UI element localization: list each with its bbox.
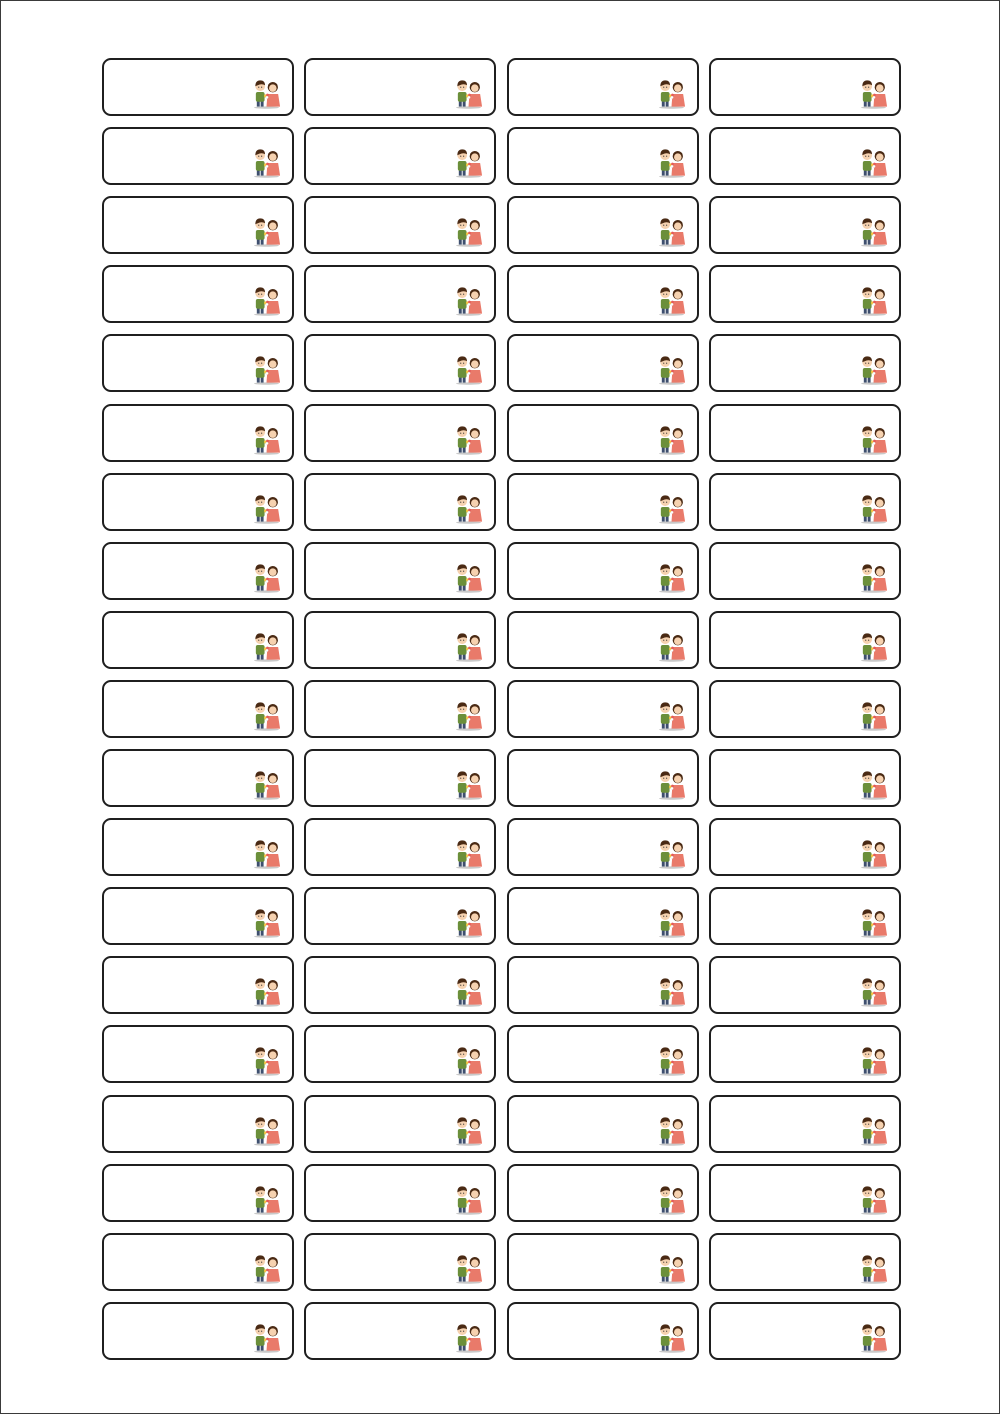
label-cell bbox=[507, 127, 699, 185]
label-cell bbox=[102, 749, 294, 807]
label-cell bbox=[304, 404, 496, 462]
couple-icon bbox=[453, 1183, 484, 1215]
couple-icon bbox=[453, 353, 484, 385]
couple-icon bbox=[656, 1114, 687, 1146]
label-cell bbox=[507, 265, 699, 323]
label-cell bbox=[507, 334, 699, 392]
label-cell bbox=[709, 680, 901, 738]
couple-icon bbox=[656, 284, 687, 316]
couple-icon bbox=[251, 215, 282, 247]
couple-icon bbox=[656, 77, 687, 109]
couple-icon bbox=[251, 284, 282, 316]
label-cell bbox=[102, 334, 294, 392]
couple-icon bbox=[858, 1321, 889, 1353]
label-cell bbox=[304, 680, 496, 738]
couple-icon bbox=[656, 492, 687, 524]
couple-icon bbox=[453, 1252, 484, 1284]
label-cell bbox=[709, 542, 901, 600]
label-cell bbox=[304, 542, 496, 600]
couple-icon bbox=[656, 1044, 687, 1076]
label-cell bbox=[507, 1302, 699, 1360]
label-cell bbox=[507, 1233, 699, 1291]
couple-icon bbox=[656, 1321, 687, 1353]
label-cell bbox=[304, 1095, 496, 1153]
couple-icon bbox=[656, 768, 687, 800]
label-cell bbox=[102, 818, 294, 876]
couple-icon bbox=[453, 1321, 484, 1353]
label-cell bbox=[102, 196, 294, 254]
couple-icon bbox=[453, 699, 484, 731]
couple-icon bbox=[656, 561, 687, 593]
label-cell bbox=[507, 1025, 699, 1083]
couple-icon bbox=[858, 423, 889, 455]
couple-icon bbox=[453, 837, 484, 869]
couple-icon bbox=[656, 1183, 687, 1215]
label-cell bbox=[102, 542, 294, 600]
label-cell bbox=[709, 1025, 901, 1083]
label-cell bbox=[507, 887, 699, 945]
couple-icon bbox=[858, 492, 889, 524]
couple-icon bbox=[858, 768, 889, 800]
couple-icon bbox=[251, 768, 282, 800]
couple-icon bbox=[858, 146, 889, 178]
couple-icon bbox=[858, 215, 889, 247]
couple-icon bbox=[453, 423, 484, 455]
couple-icon bbox=[656, 215, 687, 247]
label-cell bbox=[102, 473, 294, 531]
label-cell bbox=[709, 58, 901, 116]
label-cell bbox=[102, 1233, 294, 1291]
couple-icon bbox=[858, 1183, 889, 1215]
label-cell bbox=[709, 265, 901, 323]
couple-icon bbox=[251, 146, 282, 178]
label-cell bbox=[304, 1233, 496, 1291]
label-cell bbox=[507, 196, 699, 254]
label-cell bbox=[304, 334, 496, 392]
couple-icon bbox=[453, 77, 484, 109]
label-cell bbox=[304, 1302, 496, 1360]
label-cell bbox=[507, 818, 699, 876]
label-cell bbox=[709, 473, 901, 531]
label-cell bbox=[102, 265, 294, 323]
label-cell bbox=[102, 887, 294, 945]
couple-icon bbox=[656, 699, 687, 731]
label-cell bbox=[102, 1025, 294, 1083]
couple-icon bbox=[251, 561, 282, 593]
couple-icon bbox=[453, 906, 484, 938]
label-cell bbox=[102, 611, 294, 669]
couple-icon bbox=[858, 837, 889, 869]
couple-icon bbox=[453, 284, 484, 316]
label-cell bbox=[709, 404, 901, 462]
label-cell bbox=[304, 1164, 496, 1222]
couple-icon bbox=[858, 77, 889, 109]
couple-icon bbox=[251, 1044, 282, 1076]
couple-icon bbox=[453, 146, 484, 178]
couple-icon bbox=[251, 1114, 282, 1146]
label-cell bbox=[709, 956, 901, 1014]
couple-icon bbox=[858, 561, 889, 593]
couple-icon bbox=[858, 353, 889, 385]
label-cell bbox=[507, 542, 699, 600]
couple-icon bbox=[453, 561, 484, 593]
label-cell bbox=[304, 473, 496, 531]
couple-icon bbox=[251, 837, 282, 869]
couple-icon bbox=[453, 1044, 484, 1076]
label-cell bbox=[304, 127, 496, 185]
label-cell bbox=[304, 611, 496, 669]
label-cell bbox=[304, 58, 496, 116]
label-cell bbox=[709, 1233, 901, 1291]
couple-icon bbox=[656, 975, 687, 1007]
couple-icon bbox=[251, 353, 282, 385]
label-cell bbox=[709, 1302, 901, 1360]
label-cell bbox=[102, 1095, 294, 1153]
label-cell bbox=[709, 887, 901, 945]
couple-icon bbox=[453, 768, 484, 800]
label-cell bbox=[102, 956, 294, 1014]
label-cell bbox=[709, 334, 901, 392]
couple-icon bbox=[251, 699, 282, 731]
couple-icon bbox=[858, 284, 889, 316]
couple-icon bbox=[453, 1114, 484, 1146]
couple-icon bbox=[858, 975, 889, 1007]
couple-icon bbox=[453, 630, 484, 662]
couple-icon bbox=[656, 837, 687, 869]
label-cell bbox=[507, 611, 699, 669]
couple-icon bbox=[656, 906, 687, 938]
couple-icon bbox=[656, 630, 687, 662]
label-cell bbox=[102, 1164, 294, 1222]
label-cell bbox=[709, 1164, 901, 1222]
label-cell bbox=[507, 404, 699, 462]
couple-icon bbox=[251, 492, 282, 524]
label-cell bbox=[102, 680, 294, 738]
couple-icon bbox=[656, 423, 687, 455]
label-cell bbox=[102, 58, 294, 116]
couple-icon bbox=[251, 975, 282, 1007]
label-cell bbox=[709, 611, 901, 669]
label-cell bbox=[304, 887, 496, 945]
label-cell bbox=[507, 1095, 699, 1153]
label-cell bbox=[709, 1095, 901, 1153]
couple-icon bbox=[453, 215, 484, 247]
label-cell bbox=[102, 127, 294, 185]
couple-icon bbox=[251, 77, 282, 109]
couple-icon bbox=[656, 1252, 687, 1284]
label-cell bbox=[507, 749, 699, 807]
couple-icon bbox=[453, 492, 484, 524]
label-cell bbox=[709, 818, 901, 876]
couple-icon bbox=[251, 1252, 282, 1284]
couple-icon bbox=[251, 1321, 282, 1353]
label-cell bbox=[102, 1302, 294, 1360]
couple-icon bbox=[858, 1114, 889, 1146]
couple-icon bbox=[858, 630, 889, 662]
label-cell bbox=[507, 680, 699, 738]
couple-icon bbox=[858, 906, 889, 938]
couple-icon bbox=[656, 353, 687, 385]
label-cell bbox=[304, 265, 496, 323]
couple-icon bbox=[251, 630, 282, 662]
couple-icon bbox=[251, 1183, 282, 1215]
couple-icon bbox=[858, 1044, 889, 1076]
label-cell bbox=[304, 196, 496, 254]
label-cell bbox=[304, 956, 496, 1014]
couple-icon bbox=[251, 423, 282, 455]
label-cell bbox=[304, 749, 496, 807]
label-cell bbox=[304, 818, 496, 876]
couple-icon bbox=[251, 906, 282, 938]
label-cell bbox=[507, 1164, 699, 1222]
label-cell bbox=[507, 956, 699, 1014]
couple-icon bbox=[453, 975, 484, 1007]
label-cell bbox=[304, 1025, 496, 1083]
label-cell bbox=[507, 473, 699, 531]
label-cell bbox=[709, 749, 901, 807]
couple-icon bbox=[858, 1252, 889, 1284]
couple-icon bbox=[858, 699, 889, 731]
couple-icon bbox=[656, 146, 687, 178]
label-cell bbox=[507, 58, 699, 116]
label-cell bbox=[709, 196, 901, 254]
label-cell bbox=[102, 404, 294, 462]
label-cell bbox=[709, 127, 901, 185]
